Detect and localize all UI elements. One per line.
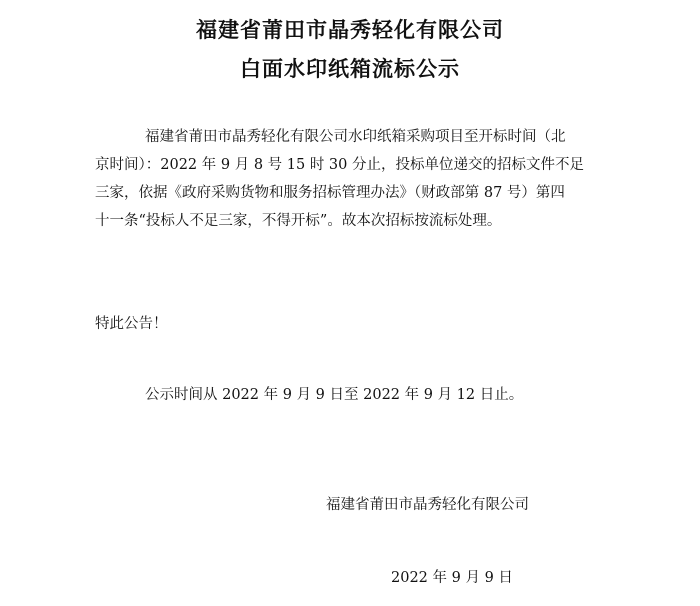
signature-company: 福建省莆田市晶秀轻化有限公司 xyxy=(326,497,529,513)
paragraph-line: 京时间）：2022 年 9 月 8 号 15 时 30 分止，投标单位递交的招标文件不足 xyxy=(95,157,584,173)
document-title-company: 福建省莆田市晶秀轻化有限公司 xyxy=(196,18,504,42)
paragraph-line: 十一条“投标人不足三家，不得开标”。故本次招标按流标处理。 xyxy=(95,213,502,229)
publicity-period: 公示时间从 2022 年 9 月 9 日至 2022 年 9 月 12 日止。 xyxy=(145,387,524,403)
paragraph-line: 福建省莆田市晶秀轻化有限公司水印纸箱采购项目至开标时间（北 xyxy=(145,129,566,145)
special-notice: 特此公告！ xyxy=(95,316,168,332)
signature-date: 2022 年 9 月 9 日 xyxy=(391,570,513,586)
paragraph-line: 三家，依据《政府采购货物和服务招标管理办法》（财政部第 87 号）第四 xyxy=(95,185,565,201)
document-title-subject: 白面水印纸箱流标公示 xyxy=(240,57,460,81)
main-paragraph xyxy=(95,123,610,235)
